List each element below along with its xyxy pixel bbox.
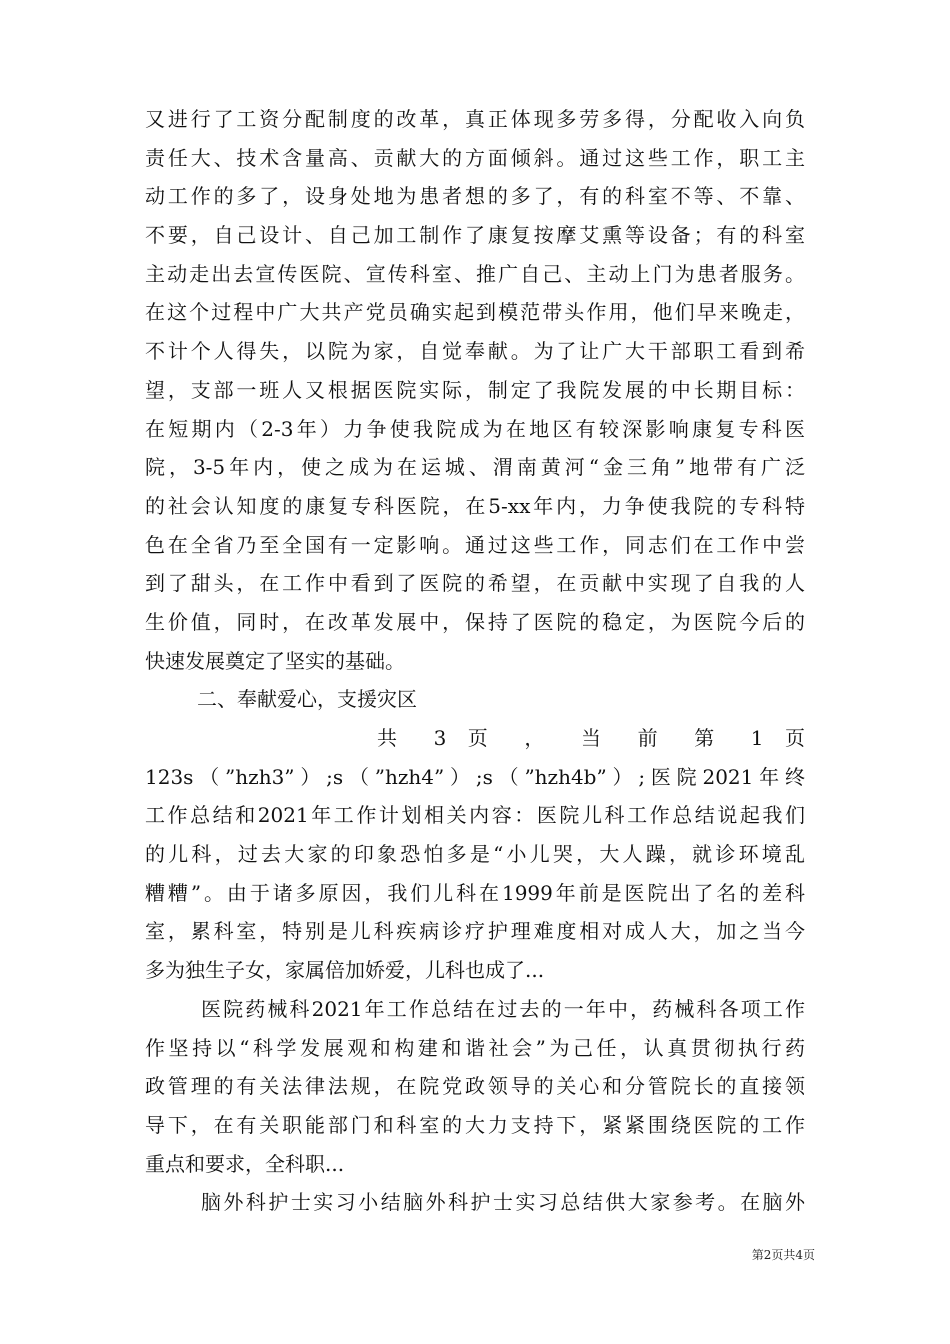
text-line: 不要，自己设计、自己加工制作了康复按摩艾熏等设备；有的科室 xyxy=(145,223,805,248)
text-line: 脑外科护士实习小结脑外科护士实习总结供大家参考。在脑外 xyxy=(201,1190,805,1215)
text-line: 主动走出去宣传医院、宣传科室、推广自己、主动上门为患者服务。 xyxy=(145,261,805,286)
text-line: 的儿科，过去大家的印象恐怕多是“小儿哭，大人躁，就诊环境乱 xyxy=(145,842,805,867)
text-line: 糟糟”。由于诸多原因，我们儿科在1999年前是医院出了名的差科 xyxy=(145,880,805,905)
text-line: 作坚持以“科学发展观和构建和谐社会”为己任，认真贯彻执行药 xyxy=(145,1035,805,1060)
text-line: 政管理的有关法律法规，在院党政领导的关心和分管院长的直接领 xyxy=(145,1074,805,1099)
text-line: 工作总结和2021年工作计划相关内容：医院儿科工作总结说起我们 xyxy=(145,803,805,828)
text-line: 又进行了工资分配制度的改革，真正体现多劳多得，分配收入向负 xyxy=(145,107,805,131)
text-line: 院，3-5年内，使之成为在运城、渭南黄河“金三角”地带有广泛 xyxy=(145,455,805,480)
document-body xyxy=(145,100,805,1222)
text-line: 动工作的多了，设身处地为患者想的多了，有的科室不等、不靠、 xyxy=(145,184,805,209)
section-heading: 二、奉献爱心，支援灾区 xyxy=(197,687,417,712)
text-line: 123s（”hzh3”）;s（”hzh4”）;s（”hzh4b”）;医院2021年终 xyxy=(145,764,805,789)
text-line: 的社会认知度的康复专科医院，在5-xx年内，力争使我院的专科特 xyxy=(145,493,805,518)
text-line: 快速发展奠定了坚实的基础。 xyxy=(145,648,405,673)
page-footer: 第2页共4页 xyxy=(751,1248,815,1262)
text-line: 医院药械科2021年工作总结在过去的一年中，药械科各项工作 xyxy=(201,996,805,1021)
text-line: 多为独生子女，家属倍加娇爱，儿科也成了... xyxy=(145,958,545,983)
text-line: 室，累科室，特别是儿科疾病诊疗护理难度相对成人大，加之当今 xyxy=(145,919,805,944)
text-line: 在这个过程中广大共产党员确实起到模范带头作用，他们早来晚走， xyxy=(145,300,805,325)
text-line: 到了甜头，在工作中看到了医院的希望，在贡献中实现了自我的人 xyxy=(145,571,805,596)
text-line: 不计个人得失，以院为家，自觉奉献。为了让广大干部职工看到希 xyxy=(145,339,805,364)
page-count-line: 共 3 页 ， 当 前 第 1 页 xyxy=(377,726,805,750)
text-line: 导下，在有关职能部门和科室的大力支持下，紧紧围绕医院的工作 xyxy=(145,1112,805,1137)
text-line: 生价值，同时，在改革发展中，保持了医院的稳定，为医院今后的 xyxy=(145,609,805,634)
text-line: 色在全省乃至全国有一定影响。通过这些工作，同志们在工作中尝 xyxy=(145,532,805,557)
text-line: 在短期内（2-3年）力争使我院成为在地区有较深影响康复专科医 xyxy=(145,416,805,441)
text-line: 望，支部一班人又根据医院实际，制定了我院发展的中长期目标： xyxy=(145,377,805,402)
text-line: 重点和要求，全科职... xyxy=(145,1151,345,1176)
text-line: 责任大、技术含量高、贡献大的方面倾斜。通过这些工作，职工主 xyxy=(145,145,805,170)
